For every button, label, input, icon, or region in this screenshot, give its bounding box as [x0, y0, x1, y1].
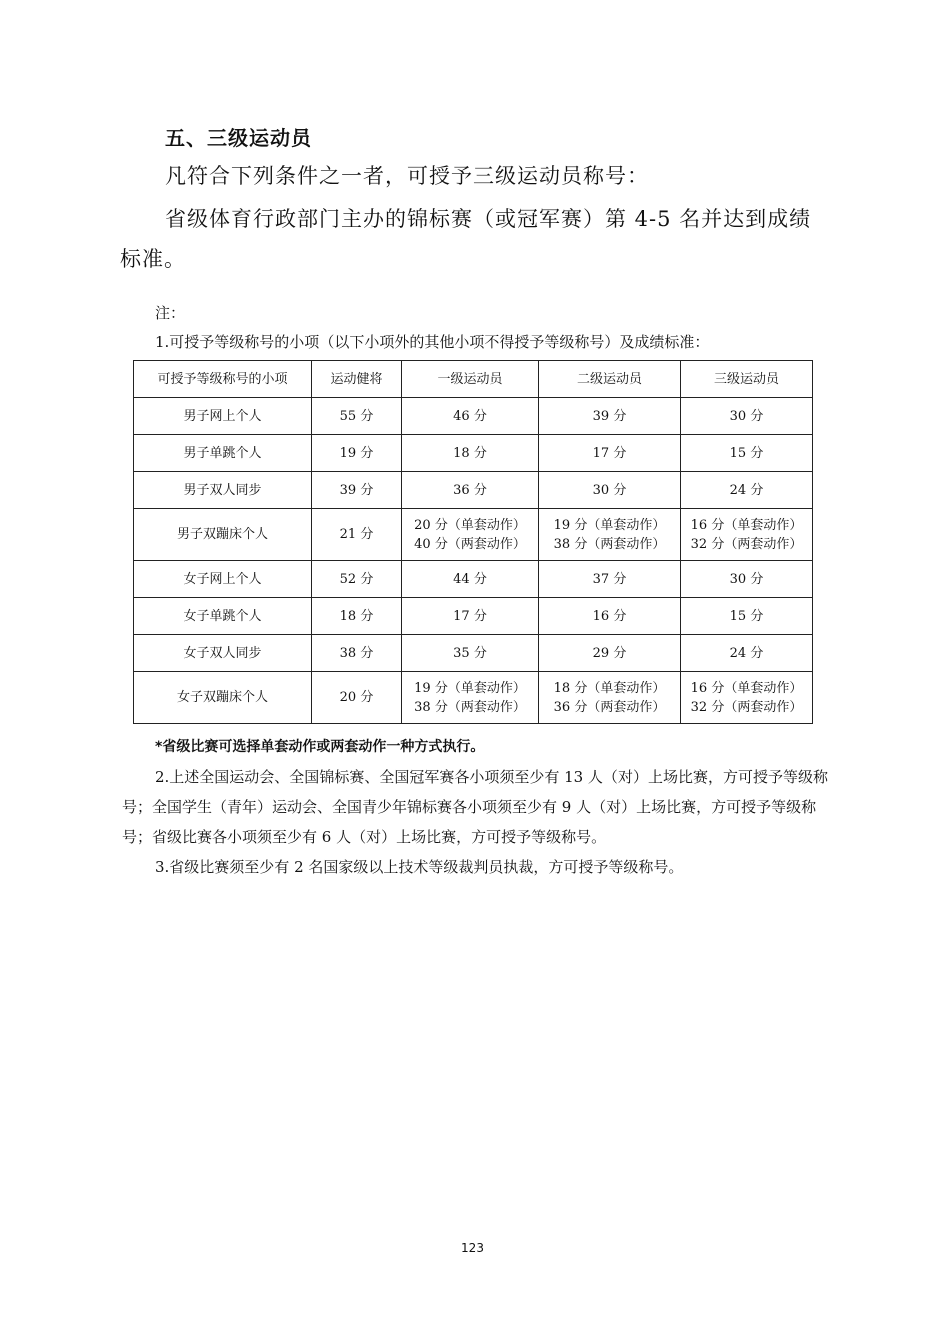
note-3: 3.省级比赛须至少有 2 名国家级以上技术等级裁判员执裁，方可授予等级称号。 [155, 858, 684, 876]
table-cell-third [681, 561, 813, 598]
cell-line: 15 分 [729, 445, 764, 461]
cell-line: 30 分 [729, 571, 764, 587]
cell-line: 30 分 [729, 408, 764, 424]
cell-line: 36 分 [453, 482, 487, 498]
table-cell-event: 女子网上个人 [134, 561, 312, 598]
cell-line: 20 分（单套动作） [414, 517, 526, 533]
table-cell-master: 55 分 [312, 398, 402, 435]
table-row [134, 598, 813, 635]
table-cell-first [402, 398, 539, 435]
cell-line: 16 分（单套动作） [690, 680, 803, 696]
table-cell-event: 女子双人同步 [134, 635, 312, 672]
header-cell: 运动健将 [312, 361, 402, 398]
cell-line: 19 分（单套动作） [553, 517, 666, 533]
cell-line: 30 分 [592, 482, 627, 498]
table-cell-master: 52 分 [312, 561, 402, 598]
table-cell-first [402, 509, 539, 561]
cell-line: 38 分（两套动作） [414, 699, 526, 715]
table-row [134, 635, 813, 672]
table-cell-event: 女子单跳个人 [134, 598, 312, 635]
cell-line: 46 分 [453, 408, 487, 424]
cell-line: 24 分 [729, 482, 764, 498]
table-cell-master: 39 分 [312, 472, 402, 509]
cell-line: 44 分 [453, 571, 487, 587]
cell-line: 24 分 [729, 645, 764, 661]
page-number: 123 [461, 1241, 484, 1255]
cell-line: 40 分（两套动作） [414, 536, 526, 552]
section-title: 五、三级运动员 [165, 126, 312, 150]
table-row [134, 398, 813, 435]
table-cell-first [402, 635, 539, 672]
table-header-row [134, 361, 813, 398]
cell-line: 18 分 [453, 445, 487, 461]
table-cell-first [402, 435, 539, 472]
header-cell: 三级运动员 [681, 361, 813, 398]
cell-line: 39 分 [592, 408, 627, 424]
table-cell-third [681, 435, 813, 472]
intro-paragraph: 凡符合下列条件之一者，可授予三级运动员称号： [165, 164, 649, 188]
table-cell-master: 19 分 [312, 435, 402, 472]
table-cell-event: 男子网上个人 [134, 398, 312, 435]
table-cell-third [681, 472, 813, 509]
table-row [134, 472, 813, 509]
cell-line: 36 分（两套动作） [553, 699, 666, 715]
table-cell-second [539, 435, 681, 472]
table-cell-second [539, 472, 681, 509]
table-cell-third [681, 398, 813, 435]
table-cell-second [539, 598, 681, 635]
criteria-paragraph: 省级体育行政部门主办的锦标赛（或冠军赛）第 4-5 名并达到成绩标准。 [120, 207, 812, 271]
table-cell-event: 女子双蹦床个人 [134, 672, 312, 724]
header-cell: 一级运动员 [402, 361, 539, 398]
table-row [134, 435, 813, 472]
cell-line: 29 分 [592, 645, 627, 661]
table-row [134, 561, 813, 598]
table-cell-first [402, 598, 539, 635]
table-cell-master: 18 分 [312, 598, 402, 635]
note-1: 1.可授予等级称号的小项（以下小项外的其他小项不得授予等级称号）及成绩标准： [155, 333, 710, 351]
table-cell-third [681, 672, 813, 724]
table-cell-master: 21 分 [312, 509, 402, 561]
table-cell-second [539, 561, 681, 598]
table-cell-third [681, 598, 813, 635]
cell-line: 32 分（两套动作） [690, 536, 803, 552]
table-cell-second [539, 509, 681, 561]
table-cell-event: 男子双蹦床个人 [134, 509, 312, 561]
table-cell-event: 男子双人同步 [134, 472, 312, 509]
note-2: 2.上述全国运动会、全国锦标赛、全国冠军赛各小项须至少有 13 人（对）上场比赛，方可授予等级称号；全国学生（青年）运动会、全国青少年锦标赛各小项须至少有 9 人（对）上场比赛，方可授予等级称号；省级比赛各小项须至少有 6 人（对）上场比赛，方可授予等级称号。 [122, 768, 828, 846]
table-cell-event: 男子单跳个人 [134, 435, 312, 472]
grade-standards-table [133, 360, 813, 724]
table-cell-second [539, 635, 681, 672]
note-label: 注： [155, 304, 186, 322]
cell-line: 38 分（两套动作） [553, 536, 666, 552]
cell-line: 19 分（单套动作） [414, 680, 526, 696]
table-cell-second [539, 398, 681, 435]
cell-line: 17 分 [453, 608, 487, 624]
cell-line: 15 分 [729, 608, 764, 624]
bold-note: *省级比赛可选择单套动作或两套动作一种方式执行。 [155, 739, 485, 755]
table-cell-master: 38 分 [312, 635, 402, 672]
cell-line: 16 分 [592, 608, 627, 624]
table-cell-second [539, 672, 681, 724]
header-cell: 可授予等级称号的小项 [134, 361, 312, 398]
cell-line: 32 分（两套动作） [690, 699, 803, 715]
table-cell-first [402, 561, 539, 598]
table-cell-first [402, 672, 539, 724]
table-cell-third [681, 635, 813, 672]
notes-block [122, 762, 828, 882]
table-row [134, 509, 813, 561]
table-row [134, 672, 813, 724]
table-cell-third [681, 509, 813, 561]
table-cell-first [402, 472, 539, 509]
cell-line: 16 分（单套动作） [690, 517, 803, 533]
cell-line: 17 分 [592, 445, 627, 461]
cell-line: 37 分 [592, 571, 627, 587]
header-cell: 二级运动员 [539, 361, 681, 398]
cell-line: 35 分 [453, 645, 487, 661]
cell-line: 18 分（单套动作） [553, 680, 666, 696]
table-cell-master: 20 分 [312, 672, 402, 724]
